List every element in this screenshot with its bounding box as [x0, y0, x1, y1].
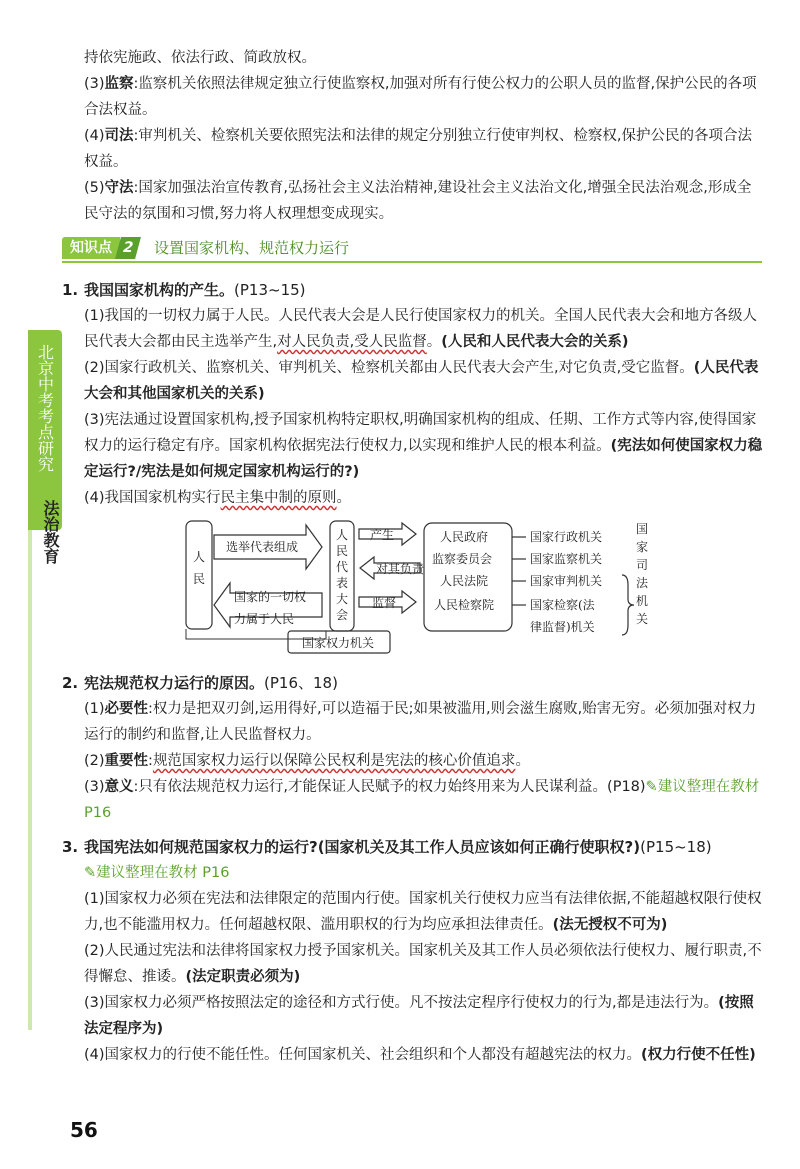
svg-text:大: 大 [336, 592, 349, 606]
q2-item-3: (3)意义:只有依法规范权力运行,才能保证人民赋予的权力始终用来为人民谋利益。(P18)✎建议整理在教材P16 [84, 779, 760, 821]
side-tab-title: 北京中考考点研究 [28, 330, 62, 530]
q3-item-3: (3)国家权力必须严格按照法定的途径和方式行使。凡不按法定程序行使权力的行为,都是违法行为。(按照法定程序为) [84, 995, 754, 1037]
q3-item-4: (4)国家权力的行使不能任性。任何国家机关、社会组织和个人都没有超越宪法的权力。(权力行使不任性) [84, 1047, 756, 1063]
judicial-brace [622, 575, 634, 635]
q3-tip: ✎建议整理在教材 P16 [84, 865, 230, 881]
side-tab-subject: 法治教育 [41, 500, 60, 564]
knowledge-point-title: 设置国家机构、规范权力运行 [154, 239, 350, 257]
q2-item-2: (2)重要性:规范国家权力运行以保障公民权利是宪法的核心价值追求。 [84, 753, 530, 769]
diagram-role-2: 国家监察机关 [530, 552, 603, 566]
content [62, 45, 764, 1068]
diagram-people-2: 民 [193, 572, 206, 586]
question-2-heading: 2. 宪法规范权力运行的原因。(P16、18) [62, 674, 338, 692]
svg-text:司: 司 [636, 558, 649, 572]
q1-item-4: (4)我国国家机构实行民主集中制的原则。 [84, 490, 352, 506]
diagram-state-organs: 国家权力机关 [302, 636, 375, 650]
diagram-organ-4: 人民检察院 [434, 598, 495, 612]
intro-line: 持依宪施政、依法行政、简政放权。 [84, 50, 316, 66]
svg-text:表: 表 [336, 576, 349, 590]
question-1-heading: 1. 我国国家机构的产生。(P13~15) [62, 281, 306, 299]
svg-text:家: 家 [636, 540, 649, 554]
knowledge-point-number: 2 [115, 237, 141, 259]
diagram-organ-3: 人民法院 [440, 574, 489, 588]
q1-item-3: (3)宪法通过设置国家机构,授予国家机构特定职权,明确国家机构的组成、任期、工作方式等内容,使得国家权力的运行稳定有序。国家机构依据宪法行使权力,以实现和维护人民的根本利益。(宪法如何使国家权力稳定运行?/宪法是如何规定国家机构运行的?) [84, 412, 763, 480]
diagram-supervise: 监督 [372, 596, 397, 610]
diagram-elect: 选举代表组成 [226, 540, 299, 554]
diagram-produce: 产生 [370, 528, 395, 542]
diagram-role-4: 国家检察(法 [530, 598, 595, 612]
knowledge-point-badge: 知识点 [62, 237, 120, 259]
page-number: 56 [70, 1118, 98, 1142]
question-3-heading: 3. 我国宪法如何规范国家权力的运行?(国家机关及其工作人员应该如何正确行使职权?)(P15~18) [62, 838, 712, 856]
svg-text:法: 法 [636, 576, 649, 590]
q1-item-2: (2)国家行政机关、监察机关、审判机关、检察机关都由人民代表大会产生,对它负责,受它监督。(人民代表大会和其他国家机关的关系) [84, 360, 759, 402]
diagram-role-1: 国家行政机关 [530, 530, 603, 544]
diagram-organ-1: 人民政府 [440, 530, 489, 544]
diagram-organ-2: 监察委员会 [432, 552, 493, 566]
item-judicial: (4)司法:审判机关、检察机关要依照宪法和法律的规定分别独立行使审判权、检察权,保护公民的各项合法权益。 [84, 128, 753, 170]
pen-icon: ✎ [645, 779, 658, 795]
q3-item-1: (1)国家权力必须在宪法和法律限定的范围内行使。国家机关行使权力应当有法律依据,不能超越权限行使权力,也不能滥用权力。任何超越权限、滥用职权的行为均应承担法律责任。(法无授权不可为) [84, 891, 762, 933]
diagram-people-1: 人 [193, 550, 206, 564]
svg-text:关: 关 [636, 612, 649, 626]
diagram-role-5: 律监督)机关 [530, 620, 595, 634]
svg-text:人: 人 [336, 528, 349, 542]
diagram-power-2: 力属于人民 [234, 612, 295, 626]
q3-item-2: (2)人民通过宪法和法律将国家权力授予国家机关。国家机关及其工作人员必须依法行使权力、履行职责,不得懈怠、推诿。(法定职责必须为) [84, 943, 762, 985]
diagram-svg [184, 517, 704, 662]
svg-text:国: 国 [636, 522, 649, 536]
item-law-abiding: (5)守法:国家加强法治宣传教育,弘扬社会主义法治精神,建设社会主义法治文化,增强全民法治观念,形成全民守法的氛围和习惯,努力将人权理想变成现实。 [84, 180, 752, 222]
diagram-power-1: 国家的一切权 [234, 590, 307, 604]
q1-item-1: (1)我国的一切权力属于人民。人民代表大会是人民行使国家权力的机关。全国人民代表大会和地方各级人民代表大会都由民主选举产生,对人民负责,受人民监督。(人民和人民代表大会的关系) [84, 308, 758, 350]
svg-text:民: 民 [336, 544, 349, 558]
knowledge-point-header [62, 237, 762, 263]
diagram-responsible: 对其负责 [376, 562, 425, 576]
q2-item-1: (1)必要性:权力是把双刃剑,运用得好,可以造福于民;如果被滥用,则会滋生腐败,贻害无穷。必须加强对权力运行的制约和监督,让人民监督权力。 [84, 701, 757, 743]
item-supervision: (3)监察:监察机关依照法律规定独立行使监察权,加强对所有行使公权力的公职人员的监督,保护公民的各项合法权益。 [84, 76, 757, 118]
svg-text:代: 代 [336, 560, 349, 574]
svg-text:机: 机 [636, 594, 649, 608]
diagram-role-3: 国家审判机关 [530, 574, 603, 588]
svg-text:会: 会 [336, 608, 349, 622]
pen-icon: ✎ [84, 865, 97, 881]
state-organs-diagram [184, 517, 704, 662]
